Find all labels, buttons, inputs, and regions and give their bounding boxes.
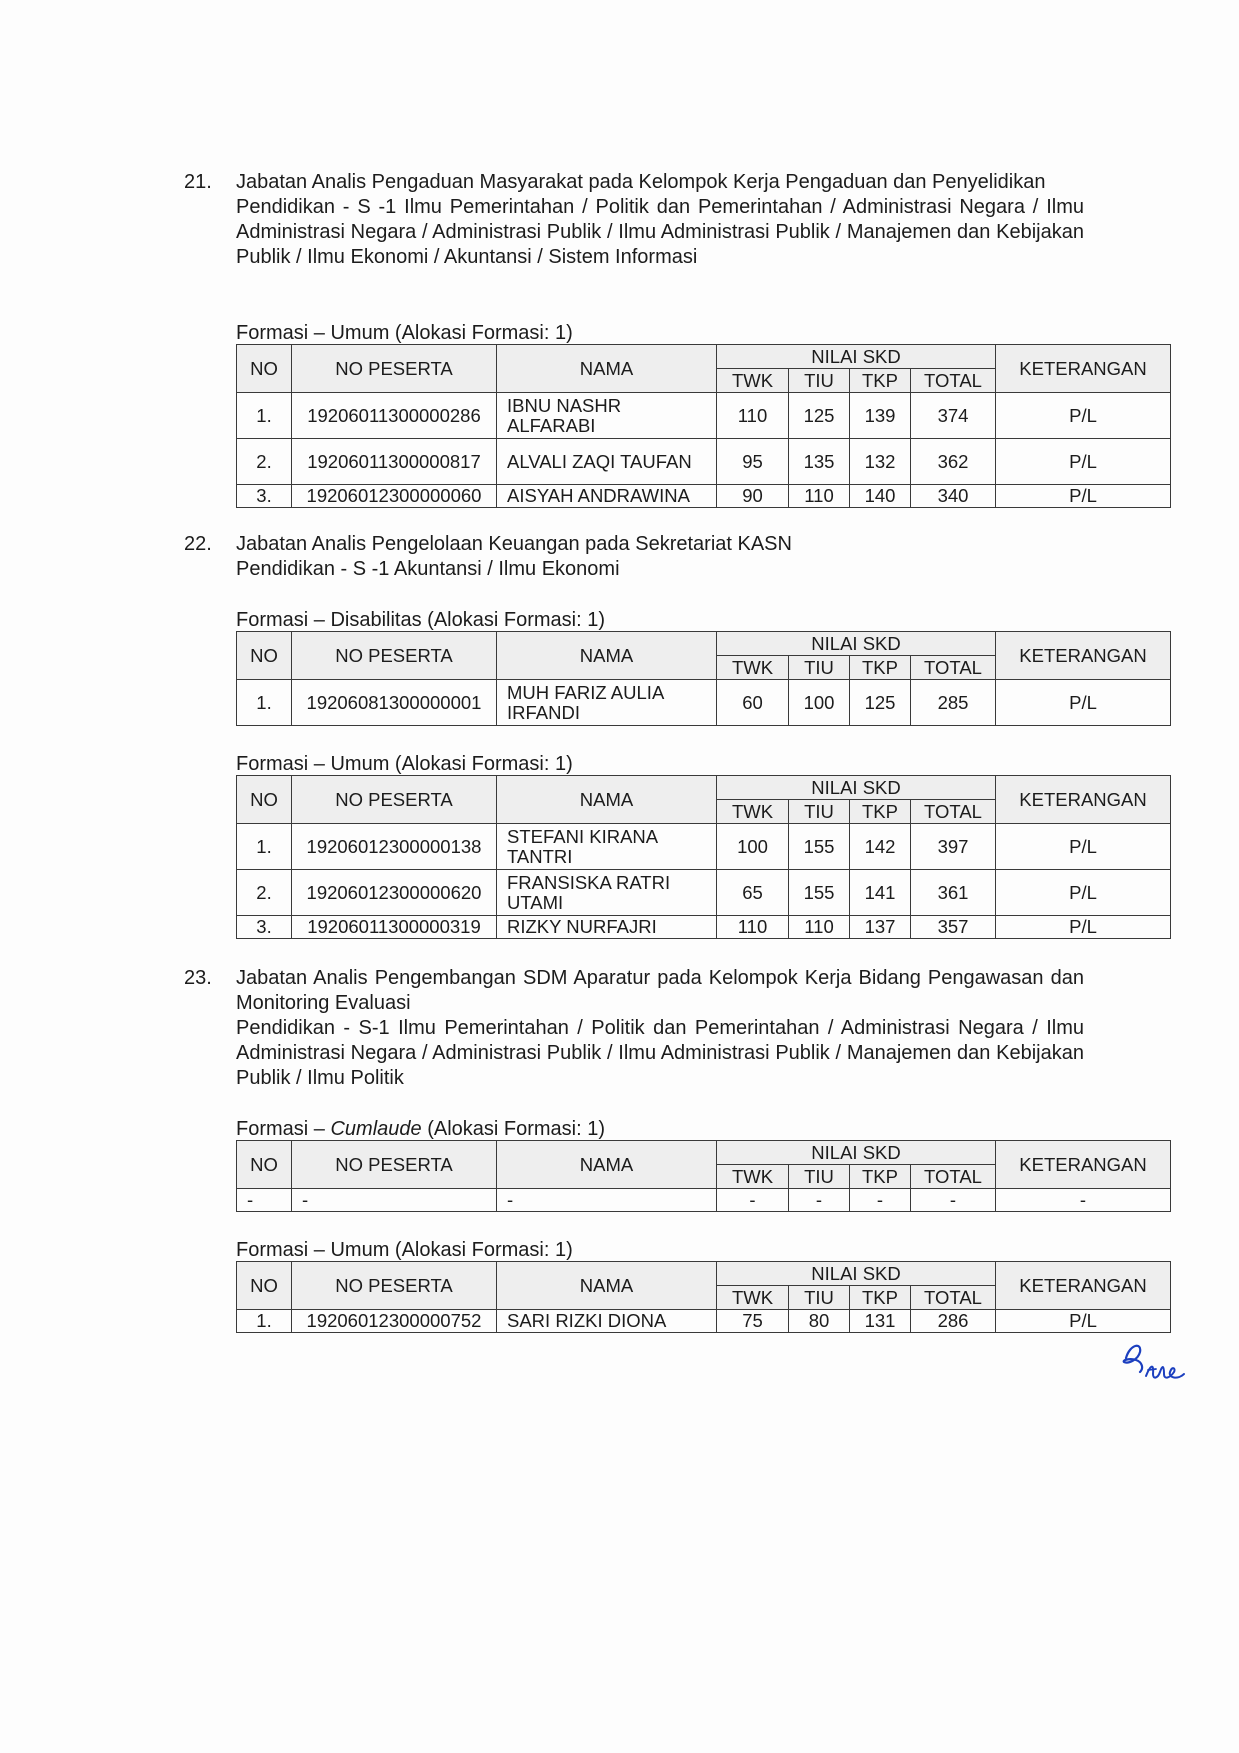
section-title: Jabatan Analis Pengaduan Masyarakat pada Kelompok Kerja Pengaduan dan Penyelidikan xyxy=(236,171,1046,193)
table-row: 1. 19206012300000138 STEFANI KIRANA TANTRI 100 155 142 397 P/L xyxy=(237,824,1171,870)
section-22 xyxy=(184,532,1084,582)
header-tiu: TIU xyxy=(789,1165,850,1189)
section-education: Pendidikan - S -1 Akuntansi / Ilmu Ekonomi xyxy=(236,558,620,580)
table-row: 3. 19206011300000319 RIZKY NURFAJRI 110 110 137 357 P/L xyxy=(237,916,1171,939)
header-tkp: TKP xyxy=(850,800,911,824)
header-tiu: TIU xyxy=(789,800,850,824)
header-no-peserta: NO PESERTA xyxy=(292,345,497,393)
table-row: 1. 19206011300000286 IBNU NASHR ALFARABI 110 125 139 374 P/L xyxy=(237,393,1171,439)
formasi-heading: Formasi – Umum (Alokasi Formasi: 1) xyxy=(236,1239,573,1261)
header-nama: NAMA xyxy=(497,1141,717,1189)
header-keterangan: KETERANGAN xyxy=(996,345,1171,393)
formasi-type: Umum xyxy=(330,322,390,344)
header-total: TOTAL xyxy=(911,656,996,680)
header-twk: TWK xyxy=(717,656,789,680)
section-education: Pendidikan - S-1 Ilmu Pemerintahan / Politik dan Pemerintahan / Administrasi Negara / Ilmu Administrasi Negara / Administrasi Publik / Ilmu Administrasi Publik / Manajemen dan Kebijakan Publik / Ilmu Politik xyxy=(236,1017,1084,1089)
formasi-type: Umum xyxy=(330,753,390,775)
header-tkp: TKP xyxy=(850,1165,911,1189)
header-no: NO xyxy=(237,1141,292,1189)
header-nilai-skd: NILAI SKD xyxy=(717,776,996,800)
section-23 xyxy=(184,966,1084,1091)
header-nilai-skd: NILAI SKD xyxy=(717,632,996,656)
formasi-heading: Formasi – Umum (Alokasi Formasi: 1) xyxy=(236,322,573,344)
table-row: 2. 19206011300000817 ALVALI ZAQI TAUFAN 95 135 132 362 P/L xyxy=(237,439,1171,485)
header-nilai-skd: NILAI SKD xyxy=(717,1141,996,1165)
header-no-peserta: NO PESERTA xyxy=(292,776,497,824)
formasi-type: Disabilitas xyxy=(330,609,422,631)
section-number: 22. xyxy=(184,533,212,555)
header-tkp: TKP xyxy=(850,369,911,393)
header-twk: TWK xyxy=(717,1165,789,1189)
header-nama: NAMA xyxy=(497,776,717,824)
header-twk: TWK xyxy=(717,800,789,824)
formasi-heading: Formasi – Cumlaude (Alokasi Formasi: 1) xyxy=(236,1118,606,1140)
section-number: 23. xyxy=(184,967,212,989)
header-keterangan: KETERANGAN xyxy=(996,1262,1171,1310)
section-number: 21. xyxy=(184,171,212,193)
score-table xyxy=(236,344,1171,508)
header-no-peserta: NO PESERTA xyxy=(292,1262,497,1310)
header-no: NO xyxy=(237,632,292,680)
header-total: TOTAL xyxy=(911,1165,996,1189)
header-no-peserta: NO PESERTA xyxy=(292,1141,497,1189)
header-twk: TWK xyxy=(717,1286,789,1310)
header-tkp: TKP xyxy=(850,1286,911,1310)
header-no: NO xyxy=(237,776,292,824)
header-nama: NAMA xyxy=(497,345,717,393)
header-nilai-skd: NILAI SKD xyxy=(717,345,996,369)
header-twk: TWK xyxy=(717,369,789,393)
header-tkp: TKP xyxy=(850,656,911,680)
header-tiu: TIU xyxy=(789,656,850,680)
section-title: Jabatan Analis Pengelolaan Keuangan pada Sekretariat KASN xyxy=(236,533,792,555)
score-table xyxy=(236,1140,1171,1212)
score-table xyxy=(236,631,1171,726)
formasi-type: Cumlaude xyxy=(330,1118,422,1140)
header-nama: NAMA xyxy=(497,632,717,680)
formasi-heading: Formasi – Disabilitas (Alokasi Formasi: 1) xyxy=(236,609,605,631)
table-row: 3. 19206012300000060 AISYAH ANDRAWINA 90 110 140 340 P/L xyxy=(237,485,1171,508)
table-row: 2. 19206012300000620 FRANSISKA RATRI UTAMI 65 155 141 361 P/L xyxy=(237,870,1171,916)
table-row: - - - - - - - - xyxy=(237,1189,1171,1212)
section-title: Jabatan Analis Pengembangan SDM Aparatur pada Kelompok Kerja Bidang Pengawasan dan Monitoring Evaluasi xyxy=(236,967,1084,1014)
section-21 xyxy=(184,170,1084,270)
header-nama: NAMA xyxy=(497,1262,717,1310)
header-total: TOTAL xyxy=(911,1286,996,1310)
signature-icon xyxy=(1120,1338,1186,1386)
header-tiu: TIU xyxy=(789,1286,850,1310)
formasi-type: Umum xyxy=(330,1239,390,1261)
section-education: Pendidikan - S -1 Ilmu Pemerintahan / Politik dan Pemerintahan / Administrasi Negara / Ilmu Administrasi Negara / Administrasi Publik / Ilmu Administrasi Publik / Manajemen dan Kebijakan Publik / Ilmu Ekonomi / Akuntansi / Sistem Informasi xyxy=(236,196,1084,268)
formasi-heading: Formasi – Umum (Alokasi Formasi: 1) xyxy=(236,753,573,775)
header-keterangan: KETERANGAN xyxy=(996,776,1171,824)
header-keterangan: KETERANGAN xyxy=(996,1141,1171,1189)
table-row: 1. 19206081300000001 MUH FARIZ AULIA IRFANDI 60 100 125 285 P/L xyxy=(237,680,1171,726)
header-total: TOTAL xyxy=(911,369,996,393)
header-no: NO xyxy=(237,1262,292,1310)
header-total: TOTAL xyxy=(911,800,996,824)
header-no-peserta: NO PESERTA xyxy=(292,632,497,680)
header-tiu: TIU xyxy=(789,369,850,393)
header-nilai-skd: NILAI SKD xyxy=(717,1262,996,1286)
table-row: 1. 19206012300000752 SARI RIZKI DIONA 75 80 131 286 P/L xyxy=(237,1310,1171,1333)
score-table xyxy=(236,1261,1171,1333)
header-no: NO xyxy=(237,345,292,393)
score-table xyxy=(236,775,1171,939)
header-keterangan: KETERANGAN xyxy=(996,632,1171,680)
